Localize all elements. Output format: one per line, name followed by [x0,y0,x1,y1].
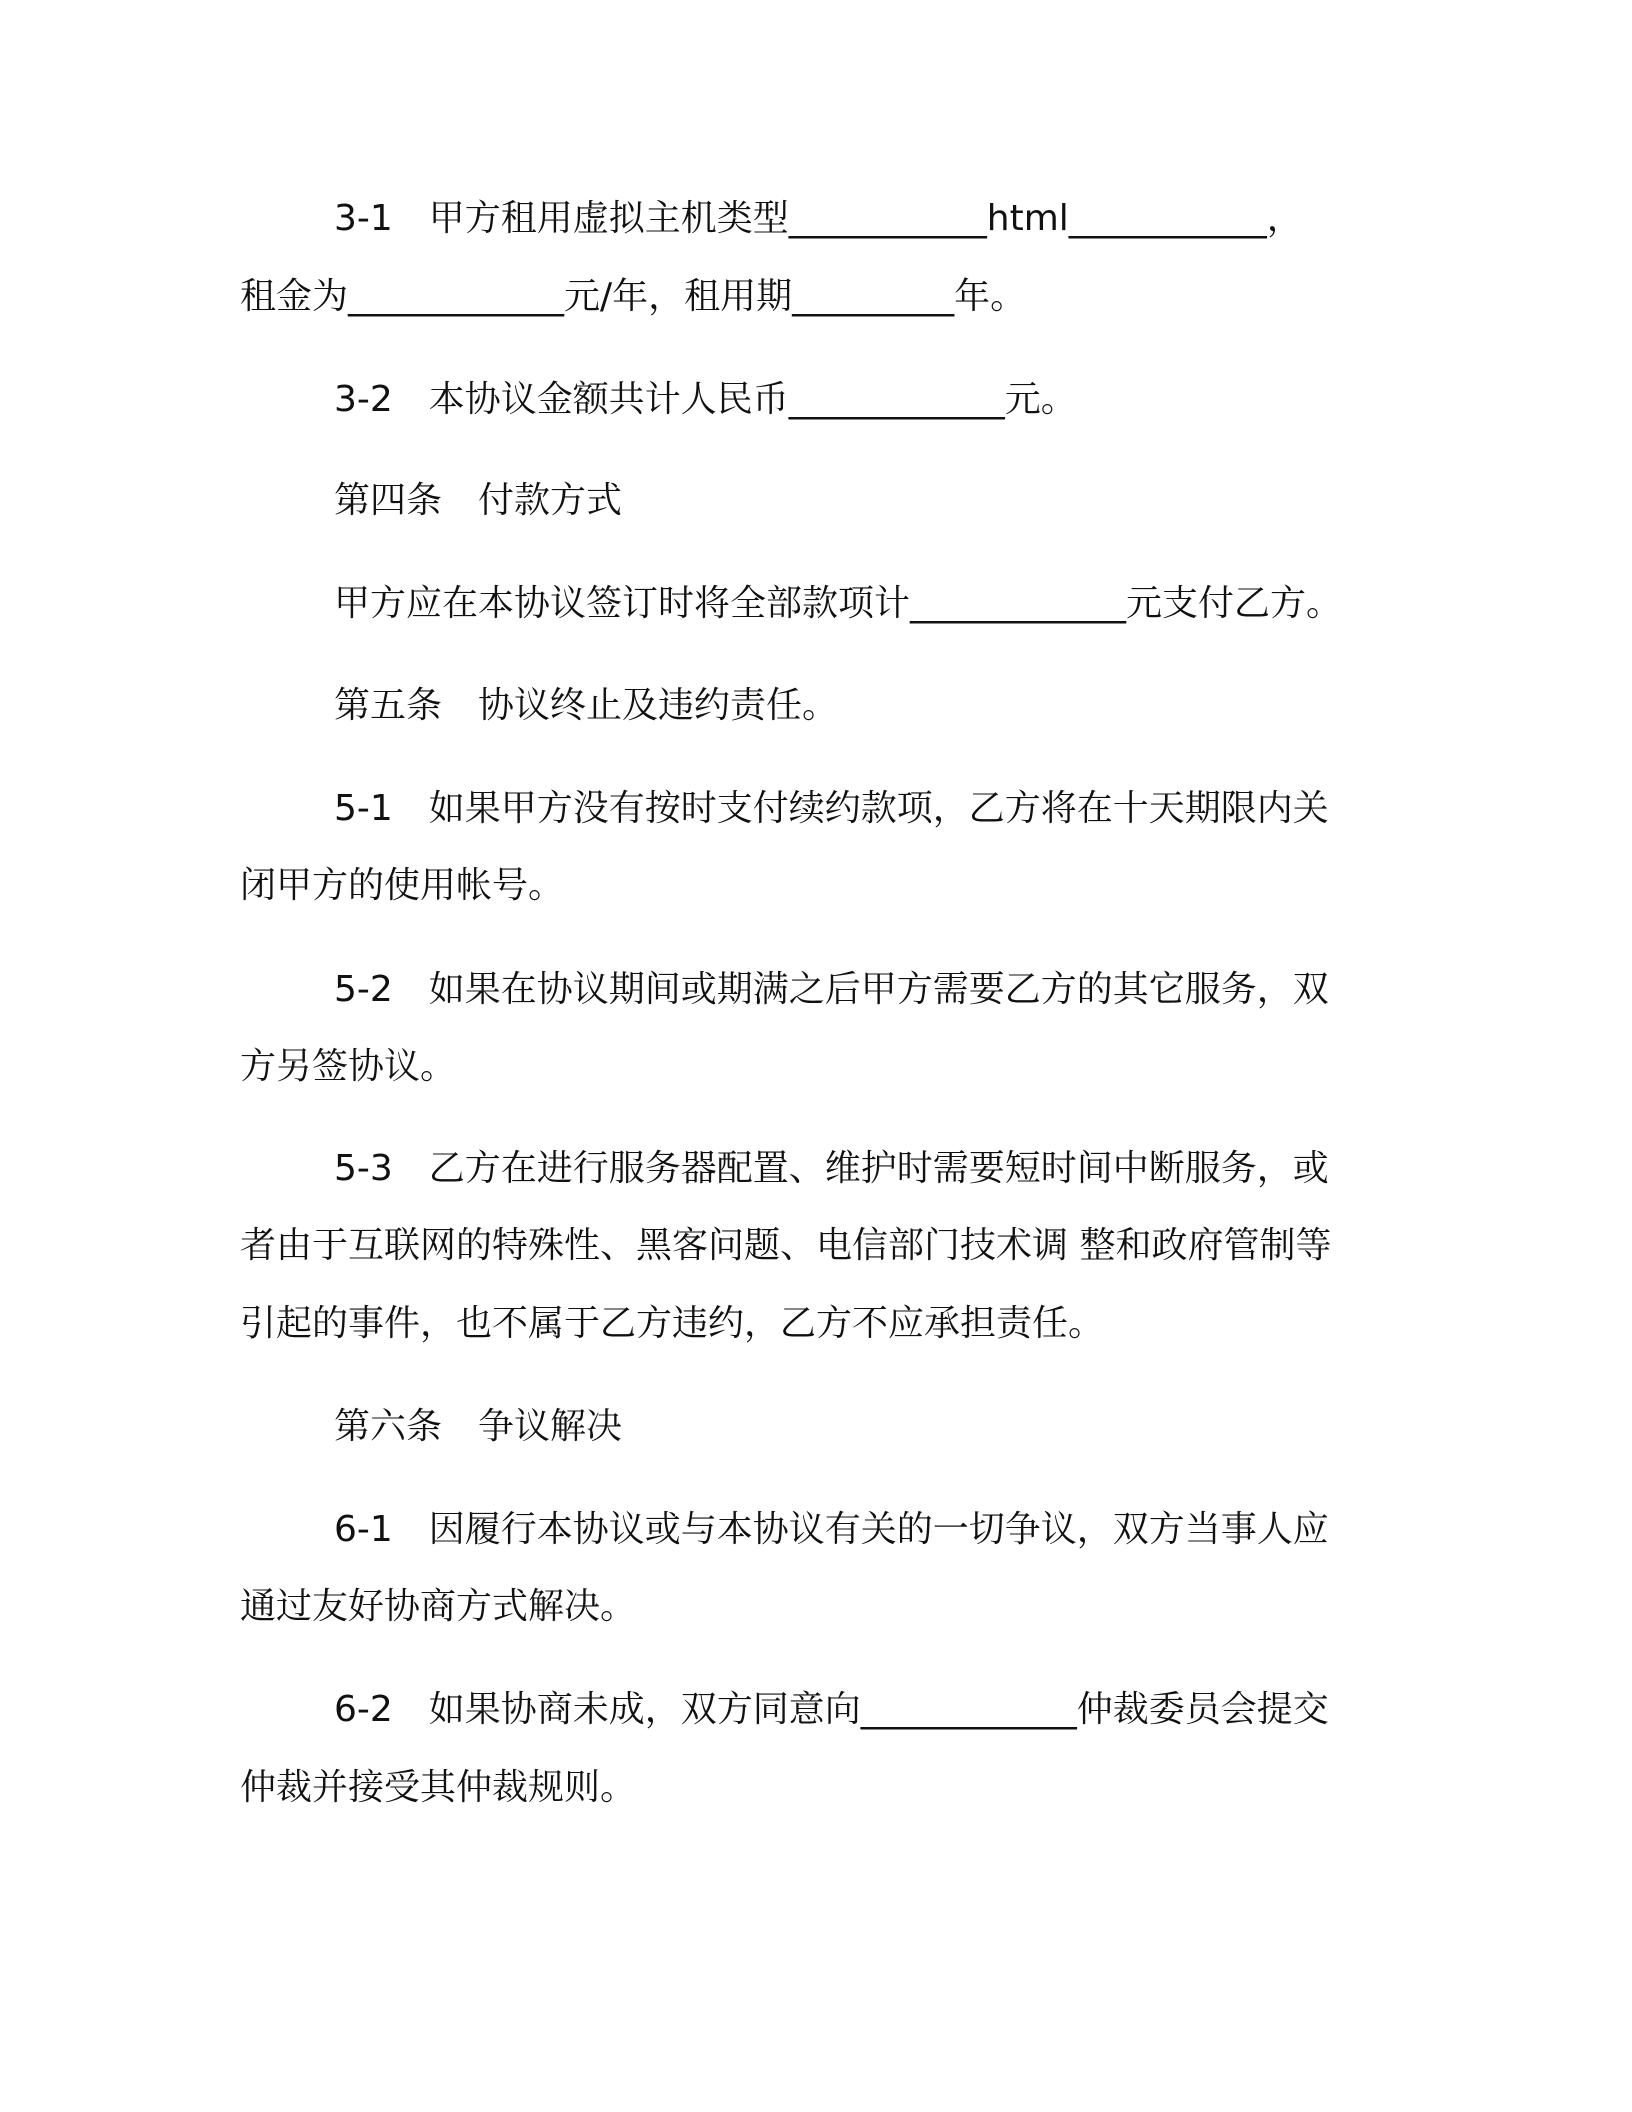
clause-3-1-line-2: 租金为____________元/年，租用期_________年。 [240,276,1027,317]
clause-5-1-line-2: 闭甲方的使用帐号。 [240,865,565,906]
clause-3-2: 3-2 本协议金额共计人民币____________元。 [334,379,1077,420]
article-5-heading: 第五条 协议终止及违约责任。 [334,685,839,726]
article-4-body: 甲方应在本协议签订时将全部款项计____________元支付乙方。 [334,583,1343,624]
clause-6-1-line-2: 通过友好协商方式解决。 [240,1586,637,1627]
article-6-heading: 第六条 争议解决 [334,1406,623,1447]
clause-6-1-line-1: 6-1 因履行本协议或与本协议有关的一切争议，双方当事人应 [334,1509,1329,1550]
clause-5-2-line-2: 方另签协议。 [240,1046,457,1087]
clause-5-3-line-1: 5-3 乙方在进行服务器配置、维护时需要短时间中断服务，或 [334,1148,1329,1189]
clause-3-1-line-1: 3-1 甲方租用虚拟主机类型___________html___________， [334,198,1303,239]
article-4-heading: 第四条 付款方式 [334,480,623,521]
clause-5-3-line-2: 者由于互联网的特殊性、黑客问题、电信部门技术调 整和政府管制等 [240,1225,1332,1266]
clause-5-3-line-3: 引起的事件，也不属于乙方违约，乙方不应承担责任。 [240,1303,1105,1344]
clause-6-2-line-1: 6-2 如果协商未成，双方同意向____________仲裁委员会提交 [334,1689,1329,1730]
clause-6-2-line-2: 仲裁并接受其仲裁规则。 [240,1767,637,1808]
clause-5-1-line-1: 5-1 如果甲方没有按时支付续约款项，乙方将在十天期限内关 [334,788,1329,829]
clause-5-2-line-1: 5-2 如果在协议期间或期满之后甲方需要乙方的其它服务，双 [334,969,1329,1010]
